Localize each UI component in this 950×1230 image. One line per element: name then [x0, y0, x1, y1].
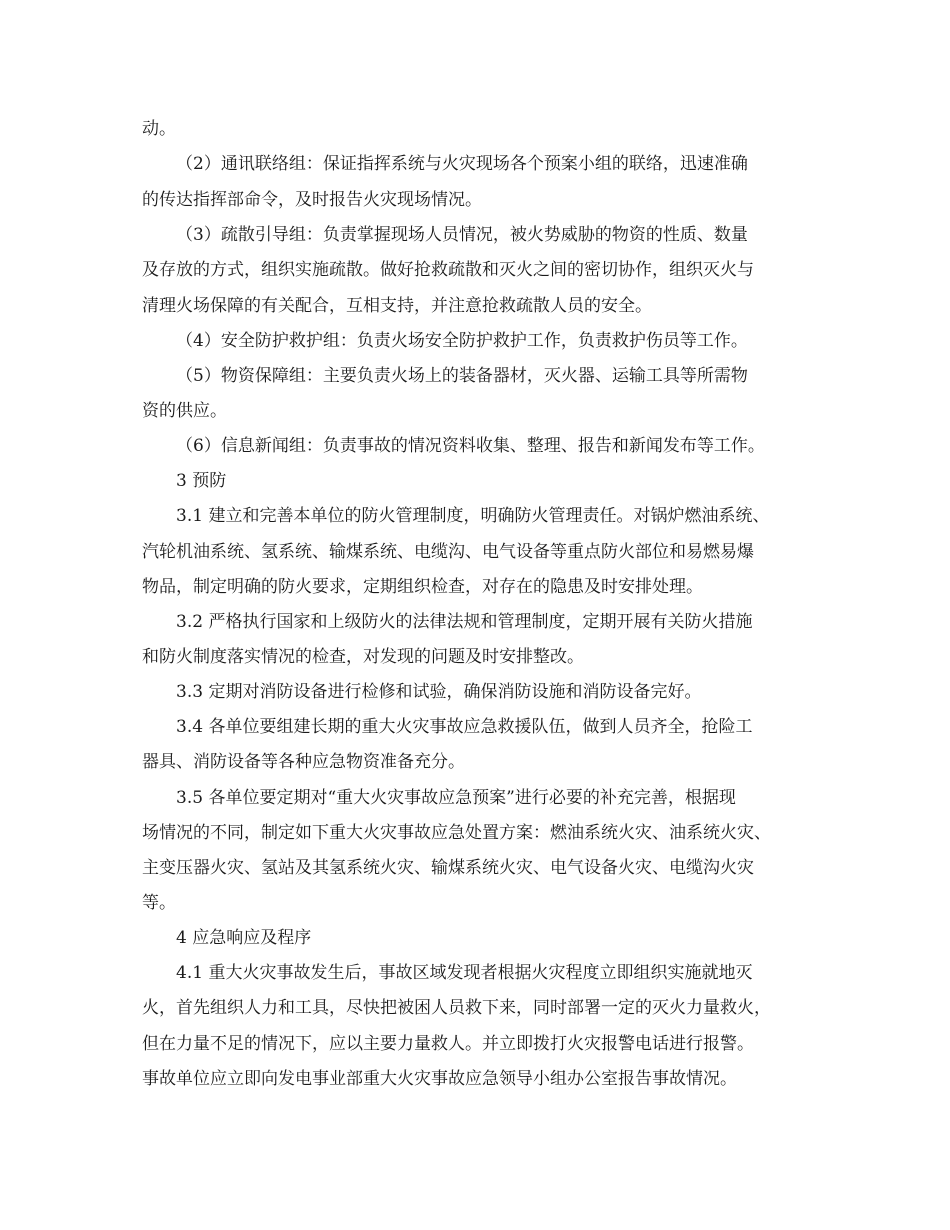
text-line: 但在力量不足的情况下，应以主要力量救人。并立即拨打火灾报警电话进行报警。	[142, 1034, 754, 1054]
text-line: 等。	[142, 893, 176, 913]
text-line: （2）通讯联络组：保证指挥系统与火灾现场各个预案小组的联络，迅速准确	[176, 154, 748, 174]
text-line: 动。	[142, 119, 176, 139]
text-line: （6）信息新闻组：负责事故的情况资料收集、整理、报告和新闻发布等工作。	[176, 436, 765, 456]
text-line: 3.3 定期对消防设备进行检修和试验，确保消防设施和消防设备完好。	[176, 682, 702, 702]
text-line: （3）疏散引导组：负责掌握现场人员情况，被火势威胁的物资的性质、数量	[176, 225, 748, 245]
text-line: 场情况的不同，制定如下重大火灾事故应急处置方案：燃油系统火灾、油系统火灾、	[142, 823, 771, 843]
text-line: 及存放的方式，组织实施疏散。做好抢救疏散和灭火之间的密切协作，组织灭火与	[142, 260, 754, 280]
text-line: 3.5 各单位要定期对“重大火灾事故应急预案”进行必要的补充完善，根据现	[176, 788, 736, 808]
text-line: 事故单位应立即向发电事业部重大火灾事故应急领导小组办公室报告事故情况。	[142, 1069, 737, 1089]
text-line: 的传达指挥部命令，及时报告火灾现场情况。	[142, 190, 482, 210]
text-line: （4）安全防护救护组：负责火场安全防护救护工作，负责救护伤员等工作。	[176, 331, 748, 351]
text-line: 汽轮机油系统、氢系统、输煤系统、电缆沟、电气设备等重点防火部位和易燃易爆	[142, 542, 754, 562]
text-line: 器具、消防设备等各种应急物资准备充分。	[142, 752, 465, 772]
text-line: 3.4 各单位要组建长期的重大火灾事故应急救援队伍，做到人员齐全，抢险工	[176, 717, 753, 737]
text-line: 物品，制定明确的防火要求，定期组织检查，对存在的隐患及时安排处理。	[142, 577, 703, 597]
text-line: 资的供应。	[142, 401, 227, 421]
text-line: 主变压器火灾、氢站及其氢系统火灾、输煤系统火灾、电气设备火灾、电缆沟火灾	[142, 858, 754, 878]
text-line: 3.2 严格执行国家和上级防火的法律法规和管理制度，定期开展有关防火措施	[176, 612, 753, 632]
text-line: 火，首先组织人力和工具，尽快把被困人员救下来，同时部署一定的灭火力量救火，	[142, 998, 771, 1018]
section-heading: 4 应急响应及程序	[176, 928, 312, 948]
section-heading: 3 预防	[176, 471, 227, 491]
text-line: 清理火场保障的有关配合，互相支持，并注意抢救疏散人员的安全。	[142, 296, 652, 316]
text-line: 3.1 建立和完善本单位的防火管理制度，明确防火管理责任。对锅炉燃油系统、	[176, 506, 770, 526]
text-line: 和防火制度落实情况的检查，对发现的问题及时安排整改。	[142, 647, 584, 667]
text-line: （5）物资保障组：主要负责火场上的装备器材，灭火器、运输工具等所需物	[176, 366, 748, 386]
text-line: 4.1 重大火灾事故发生后，事故区域发现者根据火灾程度立即组织实施就地灭	[176, 963, 753, 983]
